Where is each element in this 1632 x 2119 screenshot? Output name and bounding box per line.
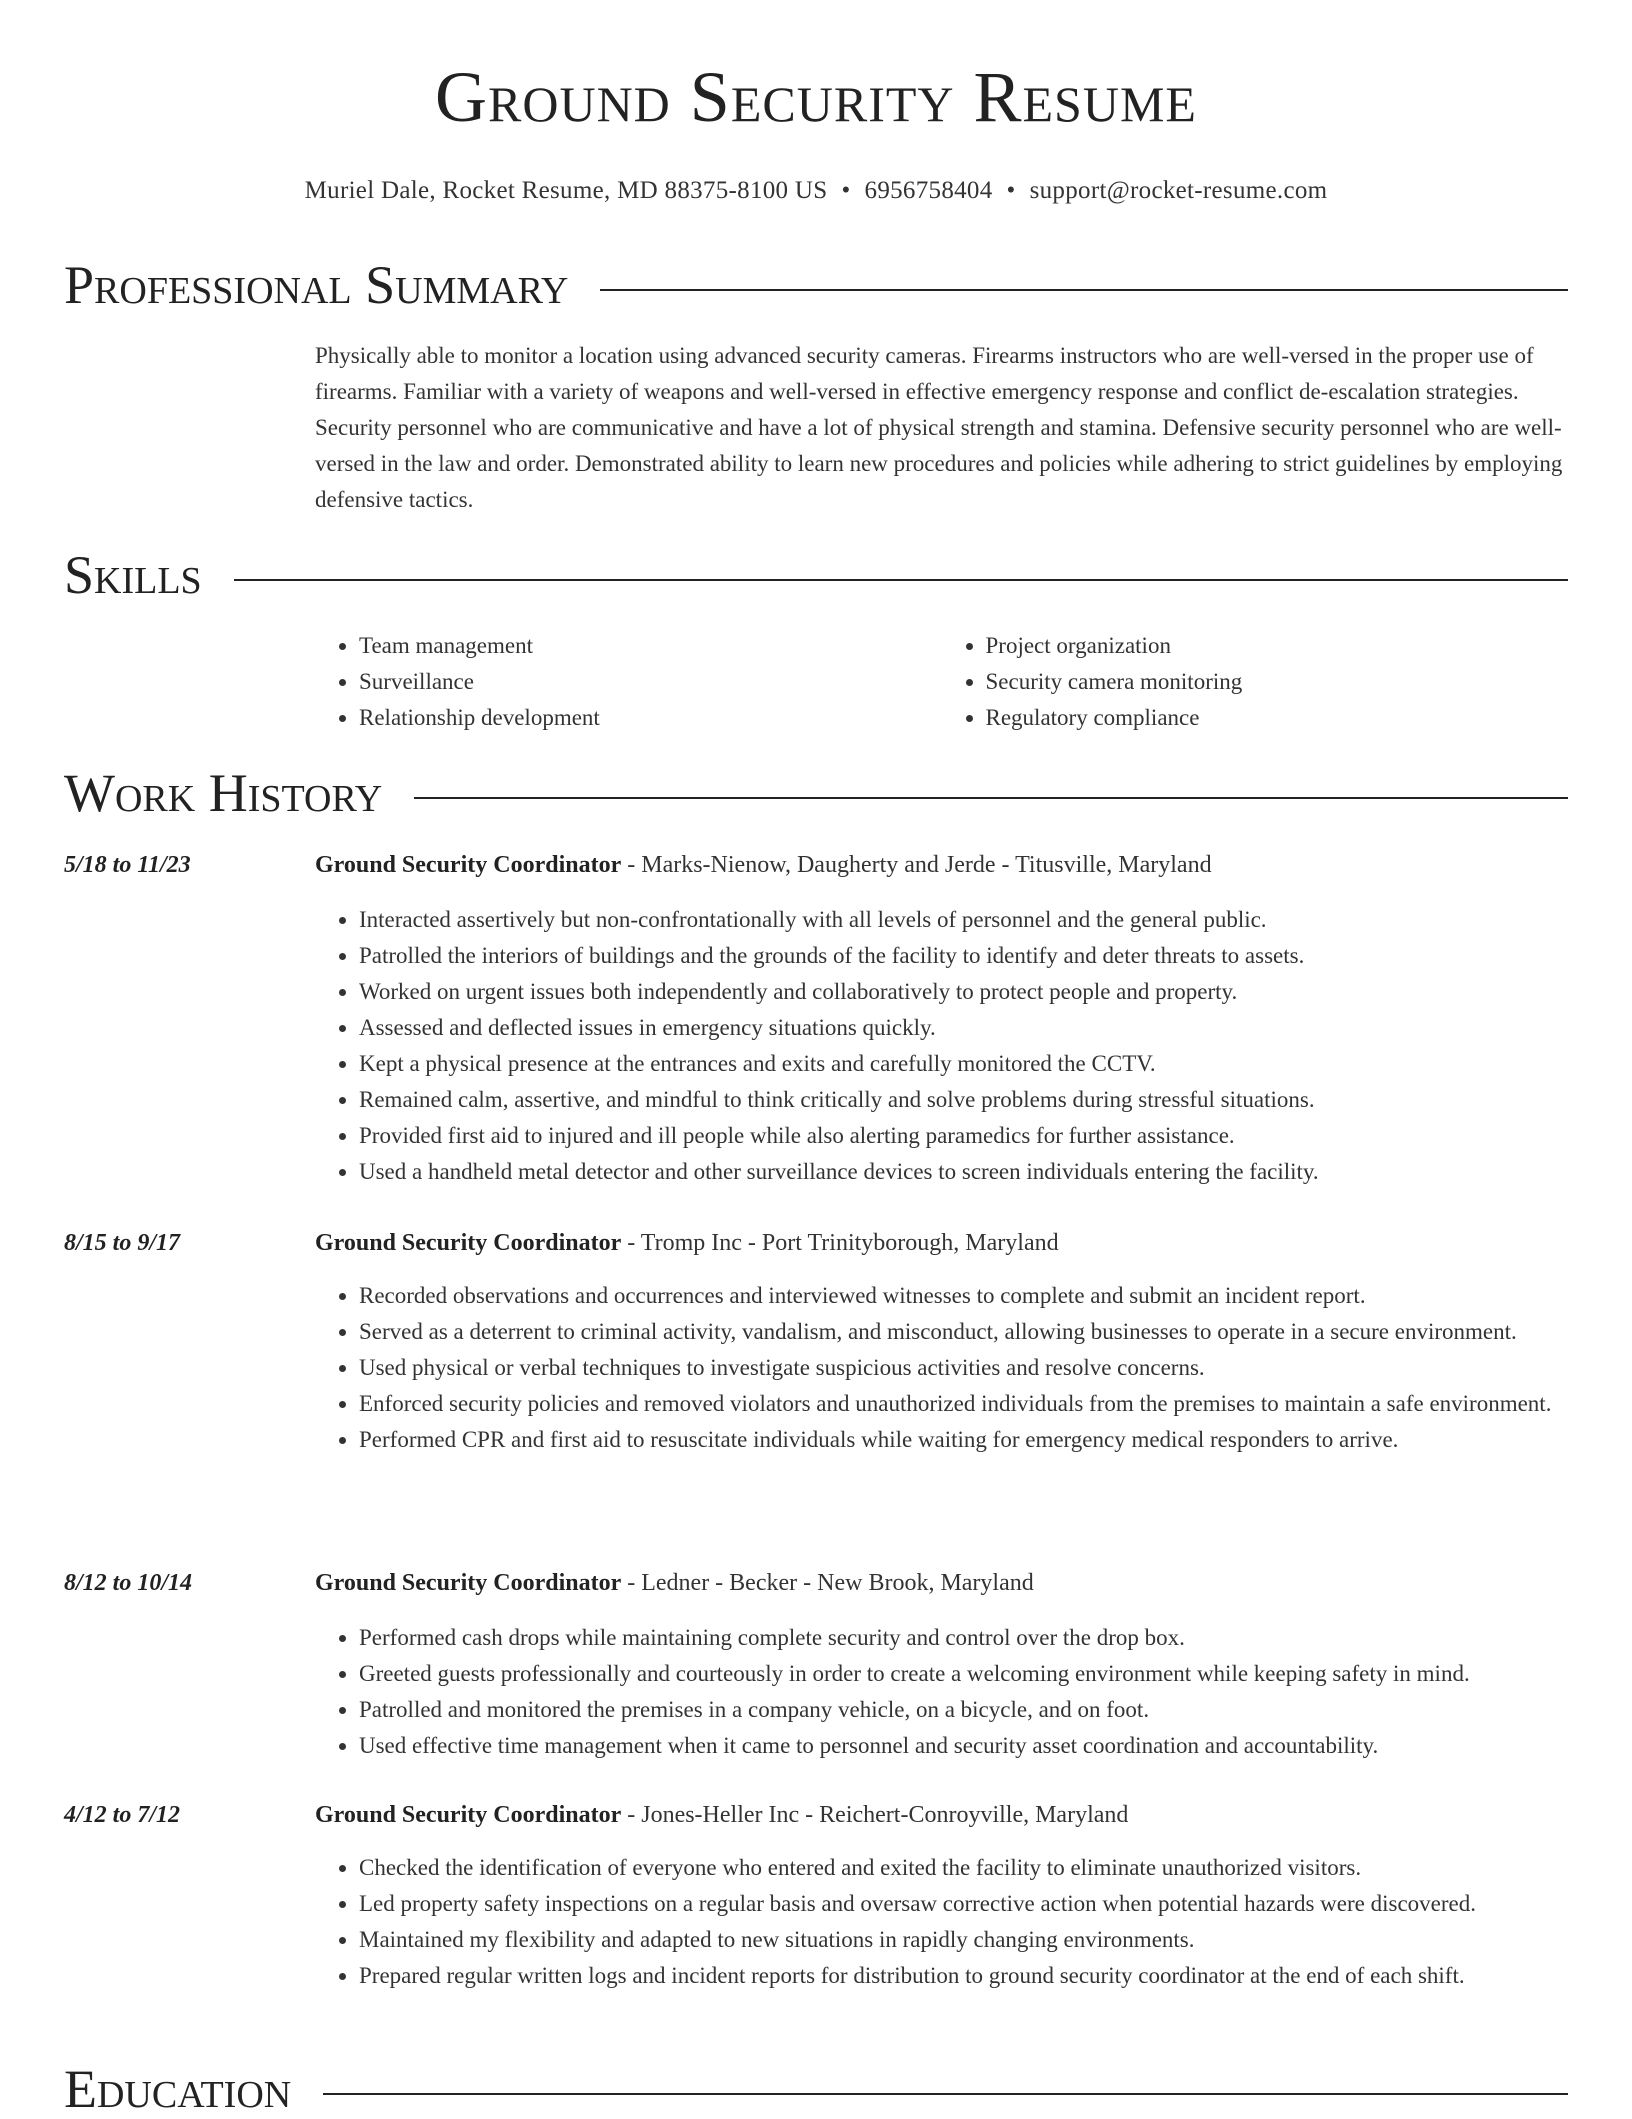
job-employer: - Marks-Nienow, Daugherty and Jerde - Titusville, Maryland <box>621 852 1212 878</box>
contact-phone: 6956758404 <box>864 177 993 204</box>
section-header-skills <box>64 546 1568 605</box>
job-dates: 8/15 to 9/17 <box>64 1230 181 1256</box>
section-title-skills: Skills <box>64 545 202 605</box>
skills-column-right <box>942 628 1569 736</box>
job-title: Ground Security Coordinator <box>315 1570 622 1596</box>
job-bullet: • Remained calm, assertive, and mindful to think critically and solve problems during stressful situations. <box>359 1082 1568 1118</box>
job-title: Ground Security Coordinator <box>315 1230 622 1256</box>
job-title: Ground Security Coordinator <box>315 852 622 878</box>
job-bullet: • Checked the identification of everyone who entered and exited the facility to eliminate unauthorized visitors. <box>359 1850 1568 1886</box>
skill-item: • Relationship development <box>359 700 942 736</box>
job-heading <box>315 1565 1034 1601</box>
job-bullet: • Performed cash drops while maintaining complete security and control over the drop box. <box>359 1620 1568 1656</box>
job-bullet: • Greeted guests professionally and courteously in order to create a welcoming environment while keeping safety in mind. <box>359 1656 1568 1692</box>
section-title-education: Education <box>64 2059 292 2119</box>
section-title-work: Work History <box>64 763 383 823</box>
job-bullet: • Provided first aid to injured and ill people while also alerting paramedics for further assistance. <box>359 1118 1568 1154</box>
skills-list <box>315 628 1568 736</box>
job-heading <box>315 1225 1059 1261</box>
job-bullet: • Maintained my flexibility and adapted to new situations in rapidly changing environments. <box>359 1922 1568 1958</box>
job-bullet: • Prepared regular written logs and incident reports for distribution to ground security coordinator at the end of each shift. <box>359 1958 1568 1994</box>
section-header-work <box>64 764 1568 823</box>
job-bullet: • Used physical or verbal techniques to investigate suspicious activities and resolve concerns. <box>359 1350 1568 1386</box>
job-bullet: • Recorded observations and occurrences and interviewed witnesses to complete and submit an incident report. <box>359 1278 1568 1314</box>
job-dates: 5/18 to 11/23 <box>64 852 191 878</box>
job-bullet: • Led property safety inspections on a regular basis and oversaw corrective action when potential hazards were discovered. <box>359 1886 1568 1922</box>
skill-item: • Team management <box>359 628 942 664</box>
job-bullet: • Used a handheld metal detector and other surveillance devices to screen individuals entering the facility. <box>359 1154 1568 1190</box>
job-bullet: • Interacted assertively but non-confrontationally with all levels of personnel and the general public. <box>359 902 1568 938</box>
job-employer: - Ledner - Becker - New Brook, Maryland <box>621 1570 1034 1596</box>
job-dates: 4/12 to 7/12 <box>64 1802 181 1828</box>
section-divider <box>234 579 1568 581</box>
job-title: Ground Security Coordinator <box>315 1802 622 1828</box>
job-bullet: • Patrolled the interiors of buildings and the grounds of the facility to identify and deter threats to assets. <box>359 938 1568 974</box>
job-heading <box>315 1797 1128 1833</box>
section-header-summary <box>64 256 1568 315</box>
skill-item: • Project organization <box>986 628 1569 664</box>
job-bullets <box>315 902 1568 1190</box>
section-divider <box>414 797 1568 799</box>
skill-item: • Surveillance <box>359 664 942 700</box>
resume-title: Ground Security Resume <box>435 57 1197 137</box>
contact-email[interactable]: support@rocket-resume.com <box>1029 177 1328 204</box>
contact-address: Muriel Dale, Rocket Resume, MD 88375-8100 US <box>304 177 828 204</box>
skill-item: • Regulatory compliance <box>986 700 1569 736</box>
section-header-education <box>64 2060 1568 2119</box>
job-heading <box>315 847 1212 883</box>
job-bullet: • Used effective time management when it came to personnel and security asset coordination and accountability. <box>359 1728 1568 1764</box>
contact-separator: • <box>841 177 851 204</box>
job-bullet: • Served as a deterrent to criminal activity, vandalism, and misconduct, allowing businesses to operate in a secure environment. <box>359 1314 1568 1350</box>
job-bullet: • Enforced security policies and removed violators and unauthorized individuals from the premises to maintain a safe environment. <box>359 1386 1568 1422</box>
summary-text: Physically able to monitor a location using advanced security cameras. Firearms instructors who are well-versed in the proper use of firearms. Familiar with a variety of weapons and well-versed in effective emergency response and conflict de-escalation strategies. Security personnel who are communicative and have a lot of physical strength and stamina. Defensive security personnel who are well-versed in the law and order. Demonstrated ability to learn new procedures and policies while adhering to strict guidelines by employing defensive tactics. <box>315 343 1563 512</box>
job-bullets <box>315 1620 1568 1764</box>
section-title-summary: Professional Summary <box>64 255 569 315</box>
job-bullet: • Performed CPR and first aid to resuscitate individuals while waiting for emergency medical responders to arrive. <box>359 1422 1568 1458</box>
job-employer: - Tromp Inc - Port Trinityborough, Maryland <box>621 1230 1059 1256</box>
section-divider <box>323 2093 1568 2095</box>
job-bullet: • Kept a physical presence at the entrances and exits and carefully monitored the CCTV. <box>359 1046 1568 1082</box>
job-bullet: • Patrolled and monitored the premises in a company vehicle, on a bicycle, and on foot. <box>359 1692 1568 1728</box>
job-employer: - Jones-Heller Inc - Reichert-Conroyville, Maryland <box>621 1802 1129 1828</box>
contact-line <box>0 174 1632 208</box>
skill-item: • Security camera monitoring <box>986 664 1569 700</box>
section-divider <box>600 289 1568 291</box>
job-bullet: • Assessed and deflected issues in emergency situations quickly. <box>359 1010 1568 1046</box>
job-dates: 8/12 to 10/14 <box>64 1570 193 1596</box>
contact-separator: • <box>1006 177 1016 204</box>
job-bullets <box>315 1850 1568 1994</box>
skills-column-left <box>315 628 942 736</box>
job-bullet: • Worked on urgent issues both independently and collaboratively to protect people and property. <box>359 974 1568 1010</box>
job-bullets <box>315 1278 1568 1458</box>
